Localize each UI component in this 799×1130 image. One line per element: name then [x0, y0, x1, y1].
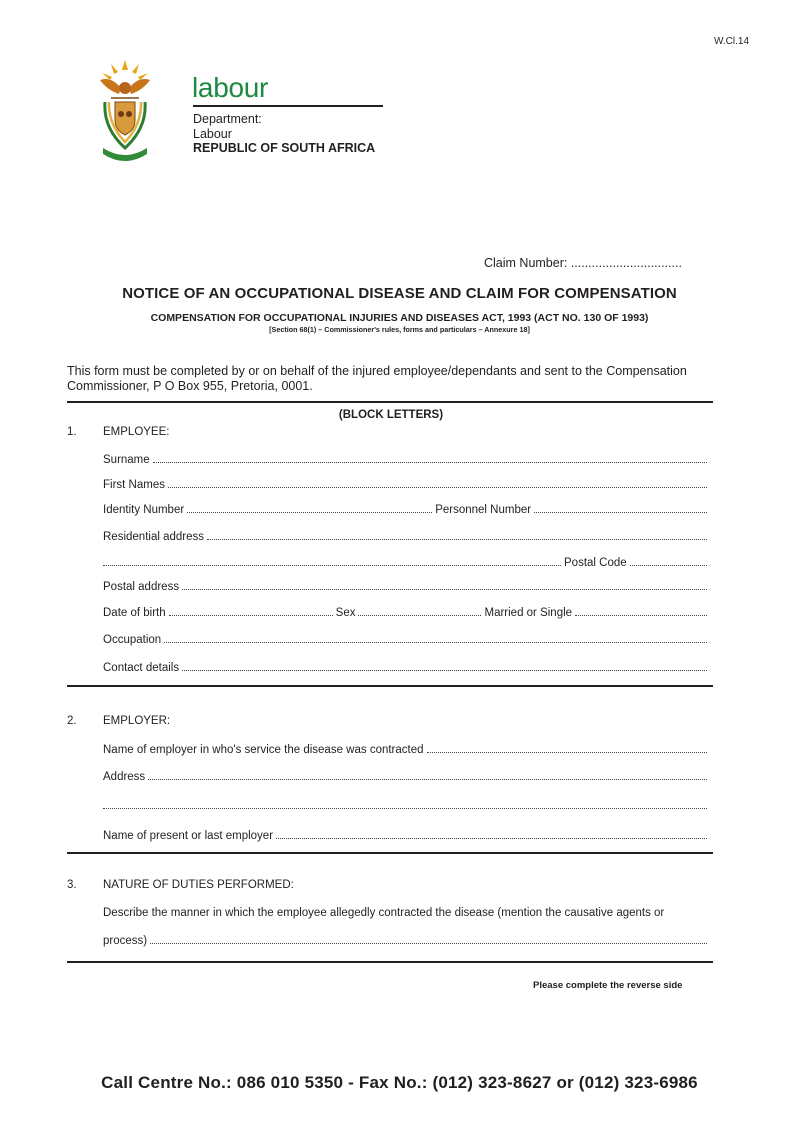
surname-field[interactable]	[103, 453, 707, 466]
section3-number: 3.	[67, 879, 77, 891]
divider	[67, 961, 713, 963]
form-title: NOTICE OF AN OCCUPATIONAL DISEASE AND CLAIM FOR COMPENSATION	[122, 285, 677, 302]
residential-address-field[interactable]	[103, 530, 707, 543]
section1-number: 1.	[67, 426, 77, 438]
occupation-field[interactable]	[103, 633, 707, 646]
labour-brand: labour	[192, 72, 269, 103]
department-block	[193, 112, 375, 156]
first-names-label: First Names	[103, 479, 165, 491]
coat-of-arms-icon	[97, 58, 153, 162]
divider	[67, 685, 713, 687]
surname-label: Surname	[103, 454, 150, 466]
postal-address-label: Postal address	[103, 581, 180, 593]
residential-address-label: Residential address	[103, 531, 205, 543]
employer-address-line2-field[interactable]	[103, 799, 707, 810]
act-subtitle: COMPENSATION FOR OCCUPATIONAL INJURIES AND DISEASES ACT, 1993 (ACT NO. 130 OF 1993)	[150, 312, 649, 324]
section-note: [Section 68(1) – Commissioner's rules, forms and particulars – Annexure 18]	[269, 325, 530, 334]
sex-label: Sex	[335, 607, 356, 619]
reverse-side-note: Please complete the reverse side	[533, 980, 683, 991]
dept-line1: Department:	[193, 112, 262, 126]
divider	[67, 401, 713, 403]
intro-text: This form must be completed by or on behalf of the injured employee/dependants and sent to the Compensation Commissioner, P O Box 955, Pretoria, 0001.	[67, 364, 687, 393]
employer-name-field[interactable]	[103, 743, 707, 756]
block-letters-note: (BLOCK LETTERS)	[338, 409, 444, 421]
process-field[interactable]	[103, 934, 707, 947]
birth-sex-marital-field[interactable]	[103, 606, 707, 619]
present-employer-label: Name of present or last employer	[103, 830, 274, 842]
section3-title: NATURE OF DUTIES PERFORMED:	[103, 879, 294, 891]
present-employer-field[interactable]	[103, 829, 707, 842]
coat-of-arms-logo	[97, 58, 153, 162]
employer-address-label: Address	[103, 771, 146, 783]
contact-details-label: Contact details	[103, 662, 180, 674]
process-label: process)	[103, 935, 148, 947]
residential-address-line2-field[interactable]	[103, 556, 707, 569]
contact-footer: Call Centre No.: 086 010 5350 - Fax No.: (012) 323-8627 or (012) 323-6986	[101, 1073, 698, 1092]
claim-number-field[interactable]: Claim Number: ................................	[484, 256, 682, 270]
first-names-field[interactable]	[103, 478, 707, 491]
postal-code-label: Postal Code	[564, 557, 627, 569]
employer-name-label: Name of employer in who's service the disease was contracted	[103, 744, 424, 756]
describe-instruction: Describe the manner in which the employee allegedly contracted the disease (mention the causative agents or	[103, 907, 665, 919]
contact-details-field[interactable]	[103, 661, 707, 674]
section2-title: EMPLOYER:	[103, 715, 171, 727]
postal-address-field[interactable]	[103, 580, 707, 593]
section2-number: 2.	[67, 715, 77, 727]
date-of-birth-label: Date of birth	[103, 607, 166, 619]
occupation-label: Occupation	[103, 634, 162, 646]
form-reference: W.Cl.14	[714, 36, 750, 47]
married-or-single-label: Married or Single	[484, 607, 573, 619]
identity-number-label: Identity Number	[103, 504, 185, 516]
personnel-number-label: Personnel Number	[435, 504, 532, 516]
brand-divider	[193, 105, 383, 107]
country-name: REPUBLIC OF SOUTH AFRICA	[193, 141, 376, 155]
employer-address-field[interactable]	[103, 770, 707, 783]
section1-title: EMPLOYEE:	[103, 426, 170, 438]
identity-personnel-field[interactable]	[103, 503, 707, 516]
divider	[67, 852, 713, 854]
dept-line2: Labour	[193, 126, 232, 141]
